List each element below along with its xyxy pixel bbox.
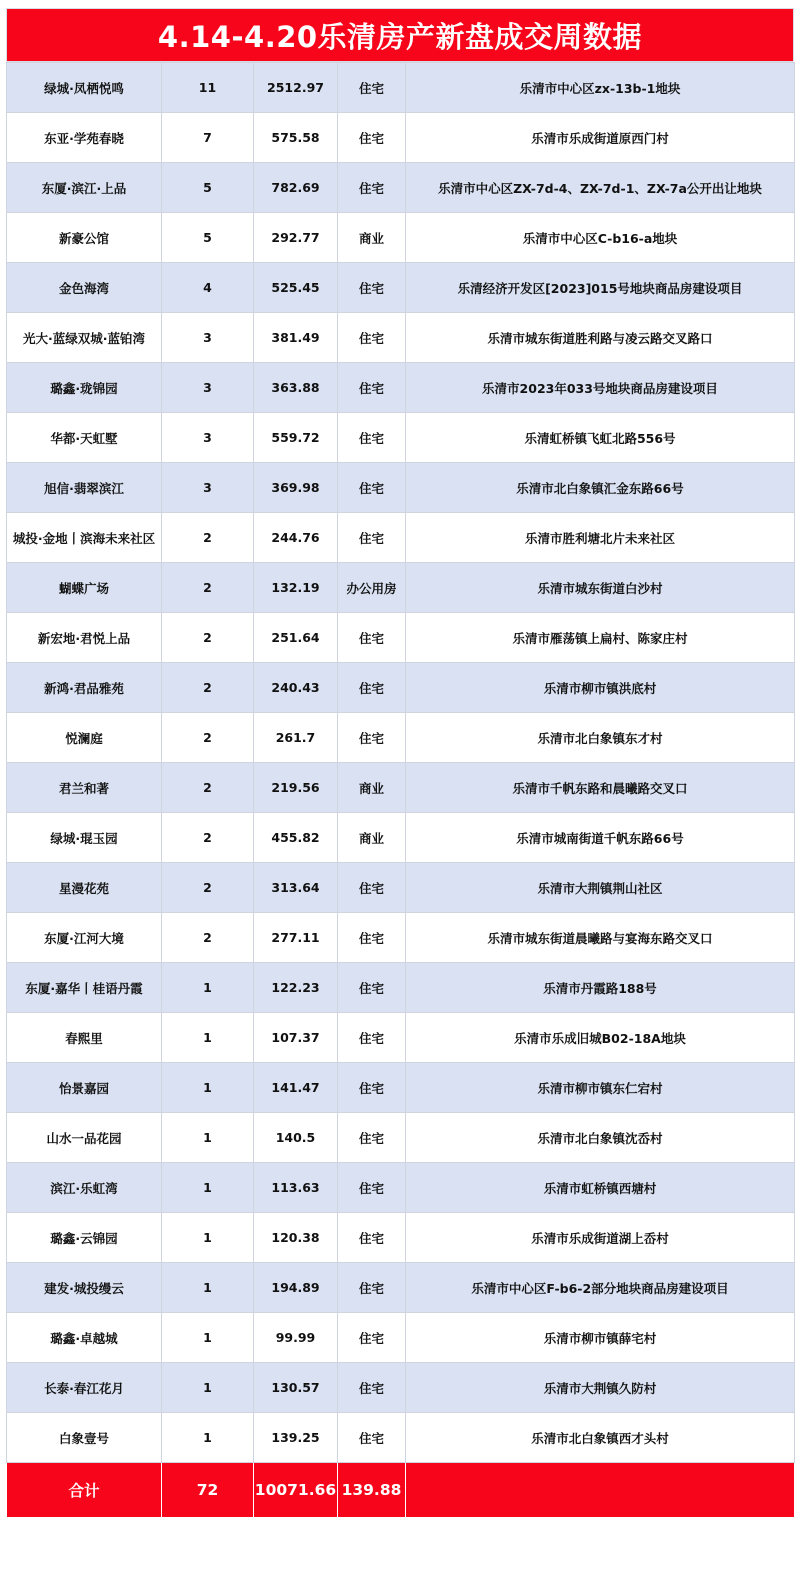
address-cell: 乐清市中心区ZX-7d-4、ZX-7d-1、ZX-7a公开出让地块 xyxy=(406,163,795,213)
table-row xyxy=(7,313,795,363)
project-name-cell: 东亚·学苑春晓 xyxy=(7,113,162,163)
table-row xyxy=(7,1113,795,1163)
area-cell: 132.19 xyxy=(254,563,338,613)
property-type-cell: 住宅 xyxy=(338,463,406,513)
area-cell: 122.23 xyxy=(254,963,338,1013)
units-sold-cell: 7 xyxy=(162,113,254,163)
units-sold-cell: 1 xyxy=(162,1363,254,1413)
address-cell: 乐清市中心区C-b16-a地块 xyxy=(406,213,795,263)
area-cell: 369.98 xyxy=(254,463,338,513)
address-cell: 乐清市大荆镇久防村 xyxy=(406,1363,795,1413)
area-cell: 2512.97 xyxy=(254,63,338,113)
area-cell: 292.77 xyxy=(254,213,338,263)
table-row xyxy=(7,413,795,463)
sales-table xyxy=(6,62,795,1518)
address-cell: 乐清市柳市镇东仁宕村 xyxy=(406,1063,795,1113)
table-row xyxy=(7,913,795,963)
property-type-cell: 住宅 xyxy=(338,113,406,163)
units-sold-cell: 2 xyxy=(162,663,254,713)
units-sold-cell: 5 xyxy=(162,163,254,213)
property-type-cell: 住宅 xyxy=(338,1213,406,1263)
area-cell: 244.76 xyxy=(254,513,338,563)
project-name-cell: 璐鑫·珑锦园 xyxy=(7,363,162,413)
total-average: 139.88 xyxy=(338,1463,406,1518)
table-row xyxy=(7,613,795,663)
total-units: 72 xyxy=(162,1463,254,1518)
area-cell: 194.89 xyxy=(254,1263,338,1313)
units-sold-cell: 1 xyxy=(162,1313,254,1363)
table-row xyxy=(7,213,795,263)
table-row xyxy=(7,513,795,563)
table-row xyxy=(7,63,795,113)
area-cell: 219.56 xyxy=(254,763,338,813)
project-name-cell: 君兰和著 xyxy=(7,763,162,813)
table-row xyxy=(7,663,795,713)
project-name-cell: 璐鑫·卓越城 xyxy=(7,1313,162,1363)
total-blank xyxy=(406,1463,795,1518)
units-sold-cell: 1 xyxy=(162,1213,254,1263)
area-cell: 240.43 xyxy=(254,663,338,713)
address-cell: 乐清市城东街道胜利路与凌云路交叉路口 xyxy=(406,313,795,363)
address-cell: 乐清市胜利塘北片未来社区 xyxy=(406,513,795,563)
area-cell: 261.7 xyxy=(254,713,338,763)
table-row xyxy=(7,1063,795,1113)
project-name-cell: 东厦·滨江·上品 xyxy=(7,163,162,213)
address-cell: 乐清市北白象镇西才头村 xyxy=(406,1413,795,1463)
table-row xyxy=(7,863,795,913)
property-type-cell: 住宅 xyxy=(338,963,406,1013)
area-cell: 139.25 xyxy=(254,1413,338,1463)
project-name-cell: 东厦·江河大境 xyxy=(7,913,162,963)
units-sold-cell: 2 xyxy=(162,763,254,813)
address-cell: 乐清市乐成街道湖上岙村 xyxy=(406,1213,795,1263)
project-name-cell: 旭信·翡翠滨江 xyxy=(7,463,162,513)
total-area: 10071.66 xyxy=(254,1463,338,1518)
address-cell: 乐清市大荆镇荆山社区 xyxy=(406,863,795,913)
table-row xyxy=(7,1363,795,1413)
property-type-cell: 住宅 xyxy=(338,663,406,713)
table-row xyxy=(7,1413,795,1463)
property-type-cell: 住宅 xyxy=(338,513,406,563)
project-name-cell: 长泰·春江花月 xyxy=(7,1363,162,1413)
table-row xyxy=(7,963,795,1013)
property-type-cell: 住宅 xyxy=(338,1263,406,1313)
project-name-cell: 华都·天虹墅 xyxy=(7,413,162,463)
project-name-cell: 春熙里 xyxy=(7,1013,162,1063)
property-type-cell: 商业 xyxy=(338,813,406,863)
units-sold-cell: 1 xyxy=(162,1013,254,1063)
units-sold-cell: 3 xyxy=(162,313,254,363)
table-row xyxy=(7,1313,795,1363)
address-cell: 乐清虹桥镇飞虹北路556号 xyxy=(406,413,795,463)
units-sold-cell: 3 xyxy=(162,413,254,463)
property-type-cell: 住宅 xyxy=(338,163,406,213)
project-name-cell: 新宏地·君悦上品 xyxy=(7,613,162,663)
units-sold-cell: 2 xyxy=(162,563,254,613)
address-cell: 乐清市北白象镇东才村 xyxy=(406,713,795,763)
project-name-cell: 金色海湾 xyxy=(7,263,162,313)
project-name-cell: 滨江·乐虹湾 xyxy=(7,1163,162,1213)
property-type-cell: 住宅 xyxy=(338,713,406,763)
area-cell: 107.37 xyxy=(254,1013,338,1063)
area-cell: 251.64 xyxy=(254,613,338,663)
units-sold-cell: 2 xyxy=(162,613,254,663)
table-row xyxy=(7,163,795,213)
table-row xyxy=(7,713,795,763)
address-cell: 乐清市城东街道晨曦路与宴海东路交叉口 xyxy=(406,913,795,963)
project-name-cell: 白象壹号 xyxy=(7,1413,162,1463)
area-cell: 559.72 xyxy=(254,413,338,463)
address-cell: 乐清市中心区zx-13b-1地块 xyxy=(406,63,795,113)
project-name-cell: 绿城·凤栖悦鸣 xyxy=(7,63,162,113)
property-type-cell: 办公用房 xyxy=(338,563,406,613)
address-cell: 乐清市雁荡镇上扁村、陈家庄村 xyxy=(406,613,795,663)
table-row xyxy=(7,363,795,413)
property-type-cell: 住宅 xyxy=(338,863,406,913)
project-name-cell: 悦澜庭 xyxy=(7,713,162,763)
table-row xyxy=(7,563,795,613)
table-row xyxy=(7,1013,795,1063)
table-row xyxy=(7,1263,795,1313)
property-type-cell: 住宅 xyxy=(338,1363,406,1413)
total-label: 合计 xyxy=(7,1463,162,1518)
units-sold-cell: 2 xyxy=(162,513,254,563)
address-cell: 乐清市北白象镇沈岙村 xyxy=(406,1113,795,1163)
address-cell: 乐清市北白象镇汇金东路66号 xyxy=(406,463,795,513)
project-name-cell: 城投·金地丨滨海未来社区 xyxy=(7,513,162,563)
address-cell: 乐清经济开发区[2023]015号地块商品房建设项目 xyxy=(406,263,795,313)
area-cell: 363.88 xyxy=(254,363,338,413)
units-sold-cell: 1 xyxy=(162,1113,254,1163)
units-sold-cell: 2 xyxy=(162,913,254,963)
units-sold-cell: 1 xyxy=(162,1413,254,1463)
property-type-cell: 住宅 xyxy=(338,313,406,363)
project-name-cell: 绿城·琨玉园 xyxy=(7,813,162,863)
address-cell: 乐清市中心区F-b6-2部分地块商品房建设项目 xyxy=(406,1263,795,1313)
property-type-cell: 住宅 xyxy=(338,1113,406,1163)
units-sold-cell: 2 xyxy=(162,813,254,863)
property-type-cell: 住宅 xyxy=(338,1413,406,1463)
table-row xyxy=(7,463,795,513)
property-type-cell: 商业 xyxy=(338,763,406,813)
project-name-cell: 山水一品花园 xyxy=(7,1113,162,1163)
table-row xyxy=(7,1213,795,1263)
address-cell: 乐清市柳市镇洪底村 xyxy=(406,663,795,713)
project-name-cell: 光大·蓝绿双城·蓝铂湾 xyxy=(7,313,162,363)
project-name-cell: 建发·城投缦云 xyxy=(7,1263,162,1313)
table-row xyxy=(7,763,795,813)
units-sold-cell: 1 xyxy=(162,963,254,1013)
property-type-cell: 住宅 xyxy=(338,1013,406,1063)
page-title: 4.14-4.20乐清房产新盘成交周数据 xyxy=(6,8,794,62)
table-row xyxy=(7,113,795,163)
property-type-cell: 住宅 xyxy=(338,1163,406,1213)
area-cell: 381.49 xyxy=(254,313,338,363)
project-name-cell: 星漫花苑 xyxy=(7,863,162,913)
area-cell: 277.11 xyxy=(254,913,338,963)
units-sold-cell: 5 xyxy=(162,213,254,263)
sales-sheet xyxy=(6,8,794,1518)
table-row xyxy=(7,1163,795,1213)
area-cell: 113.63 xyxy=(254,1163,338,1213)
area-cell: 140.5 xyxy=(254,1113,338,1163)
address-cell: 乐清市城南街道千帆东路66号 xyxy=(406,813,795,863)
property-type-cell: 住宅 xyxy=(338,263,406,313)
property-type-cell: 住宅 xyxy=(338,613,406,663)
property-type-cell: 住宅 xyxy=(338,1063,406,1113)
units-sold-cell: 2 xyxy=(162,713,254,763)
project-name-cell: 东厦·嘉华丨桂语丹霞 xyxy=(7,963,162,1013)
project-name-cell: 璐鑫·云锦园 xyxy=(7,1213,162,1263)
address-cell: 乐清市城东街道白沙村 xyxy=(406,563,795,613)
area-cell: 575.58 xyxy=(254,113,338,163)
project-name-cell: 怡景嘉园 xyxy=(7,1063,162,1113)
project-name-cell: 蝴蝶广场 xyxy=(7,563,162,613)
area-cell: 525.45 xyxy=(254,263,338,313)
property-type-cell: 住宅 xyxy=(338,63,406,113)
address-cell: 乐清市2023年033号地块商品房建设项目 xyxy=(406,363,795,413)
units-sold-cell: 4 xyxy=(162,263,254,313)
property-type-cell: 住宅 xyxy=(338,913,406,963)
project-name-cell: 新鸿·君品雅苑 xyxy=(7,663,162,713)
address-cell: 乐清市柳市镇薛宅村 xyxy=(406,1313,795,1363)
area-cell: 130.57 xyxy=(254,1363,338,1413)
property-type-cell: 商业 xyxy=(338,213,406,263)
units-sold-cell: 3 xyxy=(162,363,254,413)
address-cell: 乐清市丹霞路188号 xyxy=(406,963,795,1013)
address-cell: 乐清市千帆东路和晨曦路交叉口 xyxy=(406,763,795,813)
property-type-cell: 住宅 xyxy=(338,413,406,463)
area-cell: 120.38 xyxy=(254,1213,338,1263)
units-sold-cell: 1 xyxy=(162,1263,254,1313)
address-cell: 乐清市乐成街道原西门村 xyxy=(406,113,795,163)
total-row xyxy=(7,1463,795,1518)
units-sold-cell: 1 xyxy=(162,1063,254,1113)
address-cell: 乐清市虹桥镇西塘村 xyxy=(406,1163,795,1213)
area-cell: 99.99 xyxy=(254,1313,338,1363)
address-cell: 乐清市乐成旧城B02-18A地块 xyxy=(406,1013,795,1063)
units-sold-cell: 2 xyxy=(162,863,254,913)
area-cell: 313.64 xyxy=(254,863,338,913)
area-cell: 141.47 xyxy=(254,1063,338,1113)
area-cell: 455.82 xyxy=(254,813,338,863)
units-sold-cell: 11 xyxy=(162,63,254,113)
units-sold-cell: 1 xyxy=(162,1163,254,1213)
table-row xyxy=(7,813,795,863)
units-sold-cell: 3 xyxy=(162,463,254,513)
property-type-cell: 住宅 xyxy=(338,1313,406,1363)
area-cell: 782.69 xyxy=(254,163,338,213)
project-name-cell: 新豪公馆 xyxy=(7,213,162,263)
table-row xyxy=(7,263,795,313)
table-body xyxy=(7,63,795,1463)
property-type-cell: 住宅 xyxy=(338,363,406,413)
